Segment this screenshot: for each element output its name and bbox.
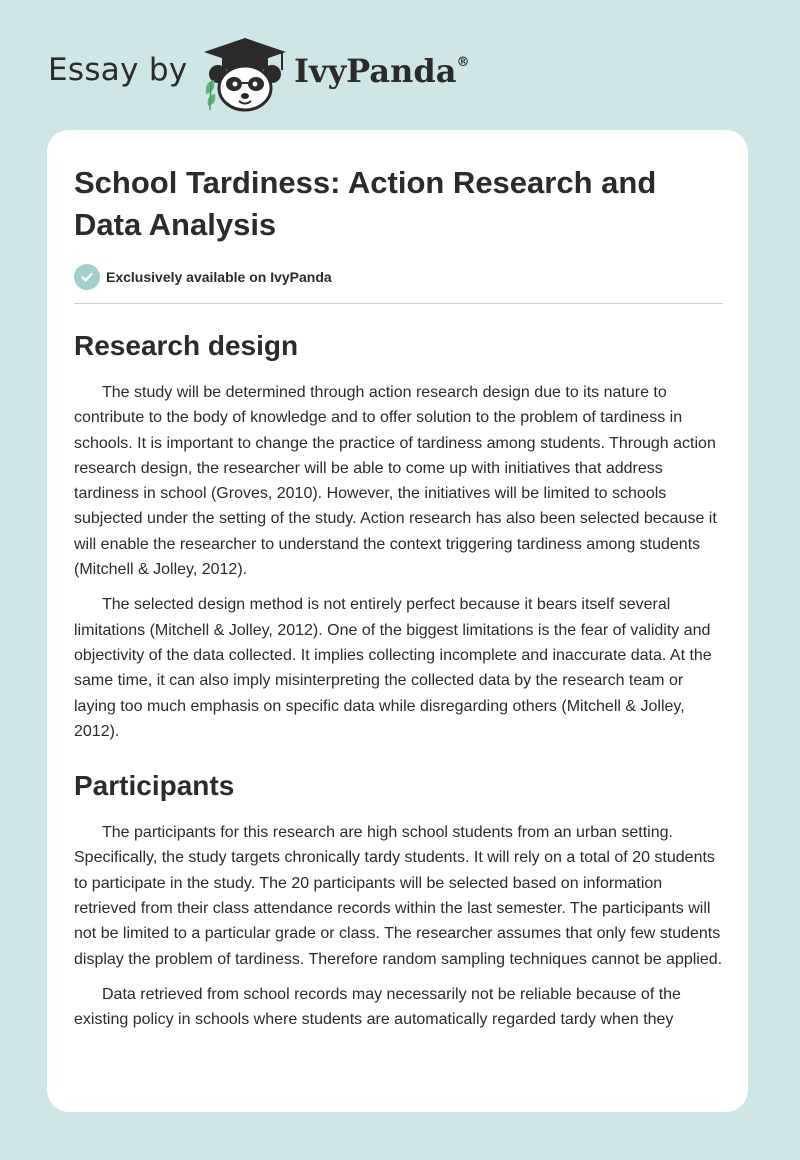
site-header bbox=[48, 30, 748, 110]
divider bbox=[74, 303, 723, 304]
section-heading-participants: Participants bbox=[74, 770, 235, 802]
ivypanda-brand[interactable] bbox=[294, 52, 469, 90]
registered-mark: ® bbox=[456, 55, 470, 71]
panda-logo-icon[interactable] bbox=[202, 36, 288, 112]
essay-card bbox=[47, 130, 748, 1112]
paragraph: Data retrieved from school records may necessarily not be reliable because of the existing policy in schools where students are automatically regarded tardy when they bbox=[74, 985, 681, 1029]
paragraph: The study will be determined through action research design due to its nature to contribute to the body of knowledge and to offer solution to the problem of tardiness in schools. It is important to change the practice of tardiness among students. Through action research design, the researcher will be able to come up with initiatives that address tardiness in school (Groves, 2010). However, the initiatives will be limited to schools subjected under the setting of the study. Action research has also been selected because it will enable the researcher to understand the context triggering tardiness among students (Mitchell & Jolley, 2012). bbox=[74, 384, 717, 579]
paragraph: The selected design method is not entirely perfect because it bears itself several limitations (Mitchell & Jolley, 2012). One of the biggest limitations is the fear of validity and objectivity of the data collected. It implies collecting incomplete and inaccurate data. At the same time, it can also imply misinterpreting the collected data by the research team or laying too much emphasis on specific data while disregarding others (Mitchell & Jolley, 2012). bbox=[74, 596, 712, 740]
paragraph: The participants for this research are high school students from an urban setting. Specifically, the study targets chronically tardy students. It will rely on a total of 20 students to participate in the study. The 20 participants will be selected based on information retrieved from their class attendance records within the last semester. The participants will not be limited to a particular grade or class. The researcher assumes that only few students display the problem of tardiness. Therefore random sampling techniques cannot be applied. bbox=[74, 824, 723, 968]
essay-title: School Tardiness: Action Research and Data Analysis bbox=[74, 165, 657, 242]
essay-by-label: Essay by bbox=[48, 52, 188, 88]
check-icon bbox=[74, 264, 100, 290]
badge-text: Exclusively available on IvyPanda bbox=[106, 269, 332, 285]
section-heading-research-design: Research design bbox=[74, 330, 299, 361]
essay-content bbox=[74, 162, 723, 1043]
exclusive-badge bbox=[74, 263, 723, 291]
brand-name: IvyPanda bbox=[294, 52, 457, 90]
